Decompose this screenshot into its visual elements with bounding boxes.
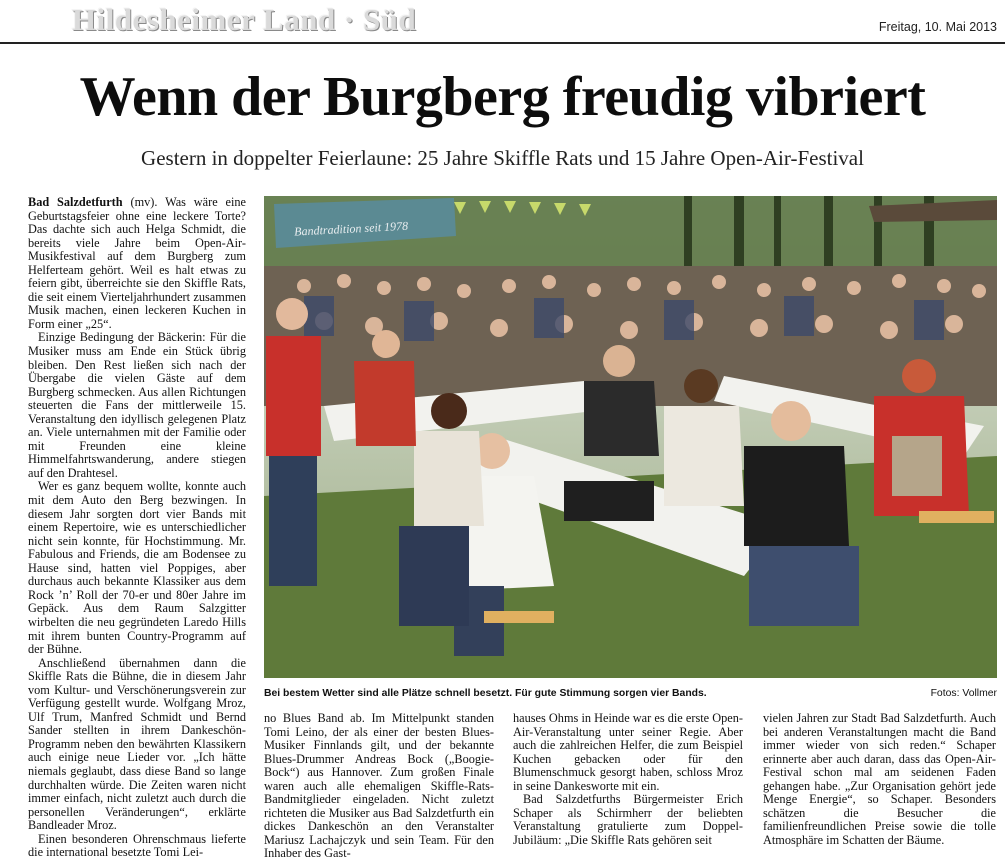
section-title: Hildesheimer Land · Süd: [72, 2, 417, 37]
festival-photo: [264, 196, 997, 678]
photo-credit: Fotos: Vollmer: [930, 688, 997, 699]
dateline: Bad Salzdetfurth: [28, 195, 123, 209]
headline: Wenn der Burgberg freudig vibriert: [79, 66, 926, 128]
banner-text: Bandtradition seit 1978: [293, 218, 409, 239]
paragraph: [28, 196, 246, 331]
paragraph-text: (mv). Was wäre eine Geburtstagsfeier ohne eine leckere Torte? Das dachte sich auch Helga Schmidt, die bereits viele Jahre beim Open-Air-Musikfestival auf dem Burgberg zum Helferteam gehört. Weil es halt etwas zu feiern gibt, überreichte sie den Skiffle Rats, die seit einem Vierteljahrhundert zusammen Musik machen, einen leckeren Kuchen in Form einer „25“.: [28, 195, 247, 331]
issue-date: Freitag, 10. Mai 2013: [878, 20, 997, 34]
paragraph: hauses Ohms in Heinde war es die erste Open-Air-Veranstaltung unter seiner Regie. Aber auch die zahlreichen Helfer, die zum Beispiel Kuchen gebacken oder für den Blumenschmuck gesorgt haben, schloss Mroz in seine Dankesworte mit ein.: [513, 711, 743, 793]
photo-caption: Bei bestem Wetter sind alle Plätze schnell besetzt. Für gute Stimmung sorgen vier Bands.: [264, 688, 707, 699]
paragraph: no Blues Band ab. Im Mittelpunkt standen Tomi Leino, der als einer der besten Blues-Musiker Finnlands gilt, und der bekannte Blues-Drummer Andreas Bock („Boogie-Bock“) aus Hannover. Zum großen Finale waren auch alle ehemaligen Skiffle-Rats-Bandmitglieder eingeladen. Nicht zuletzt richteten die Musiker aus Bad Salzdetfurth ein dickes Dankeschön an den Veranstalter Mariusz Lachajczyk und sein Team. Für den Inhaber des Gast-: [264, 711, 494, 861]
paragraph: Wer es ganz bequem wollte, konnte auch mit dem Auto den Berg bezwingen. In diesem Jahr sorgten dort vier Bands mit einem Repertoire, wie es unterschiedlicher nicht sein konnte, für Hochstimmung. Mr. Fabulous and Friends, die am Bodensee zu Hause sind, hatten viel Poppiges, aber durchaus auch bekannte Klassiker aus dem Rock ’n’ Roll der 70-er und 80er Jahre im Gepäck. Aus dem Raum Salzgitter wirbelten die neu gegründeten Laredo Hills mit ihrem bunten Country-Programm auf der Bühne.: [28, 479, 246, 657]
paragraph: Einzige Bedingung der Bäckerin: Für die Musiker muss am Ende ein Stück übrig bleiben. Den Rest ließen sich nach der Übergabe die vielen Gäste auf dem Burgberg schmecken. Aus allen Richtungen steuerten die Fans der mittlerweile 15. Veranstaltung den idyllisch gelegenen Platz an. Viele unternahmen mit der Familie oder mit Freunden eine kleine Himmelfahrtswanderung, andere stiegen auf den Drahtesel.: [28, 330, 246, 480]
article-column-1: [28, 196, 246, 860]
article-column-3: [513, 712, 743, 847]
page-header: [0, 0, 1005, 44]
subheadline: Gestern in doppelter Feierlaune: 25 Jahre Skiffle Rats und 15 Jahre Open-Air-Festival: [141, 146, 864, 170]
article-column-4: [763, 712, 996, 847]
paragraph: vielen Jahren zur Stadt Bad Salzdetfurth. Auch bei anderen Veranstaltungen macht die Band immer wieder von sich reden.“ Schaper erinnerte aber auch daran, dass das Open-Air-Festival schon mal am seidenen Faden gehangen habe. „Zur Organisation gehört jede Menge Energie“, so Schaper. Besonders schätzen die Besucher die familienfreundlichen Preise sowie die tolle Atmosphäre im Schatten der Bäume.: [763, 711, 996, 847]
paragraph: Bad Salzdetfurths Bürgermeister Erich Schaper als Schirmherr der beliebten Veranstaltung gratulierte zum Doppel-Jubiläum: „Die Skiffle Rats gehören seit: [513, 792, 743, 847]
paragraph: Einen besonderen Ohrenschmaus lieferte die international besetzte Tomi Lei-: [28, 831, 246, 860]
article-column-2: [264, 712, 494, 861]
paragraph: Anschließend übernahmen dann die Skiffle Rats die Bühne, die in diesem Jahr vom Kultur- und Verschönerungsverein zur Verfügung gestellt wurde. Wolfgang Mroz, Ulf Trum, Manfred Schmidt und Bernd Sander stellten in ihrem Dankeschön-Programm neben den bewährten Klassikern auch einige neue Lieder vor. „Ich hätte niemals geglaubt, dass diese Band so lange durchhalten würde. Die Zeiten waren nicht immer einfach, nicht zuletzt auch durch die personellen Veränderungen“, erklärte Bandleader Mroz.: [28, 655, 246, 833]
header-rule: [0, 42, 1005, 44]
festival-photo-illustration: [264, 196, 997, 678]
